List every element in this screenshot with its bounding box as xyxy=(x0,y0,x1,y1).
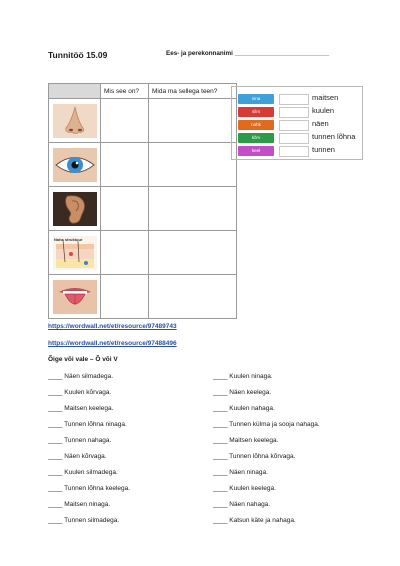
matching-exercise xyxy=(231,86,363,160)
matching-word: tunnen lõhna xyxy=(312,132,356,141)
statement-right-8[interactable]: ____ Kuulen keelega. xyxy=(213,485,276,492)
matching-row xyxy=(232,133,362,145)
statement-left-6[interactable]: ____ Näen kõrvaga. xyxy=(48,453,107,460)
statement-left-5[interactable]: ____ Tunnen nahaga. xyxy=(48,437,112,444)
matching-word: kuulen xyxy=(312,106,335,115)
answer-cell-what[interactable] xyxy=(101,187,149,231)
statement-right-9[interactable]: ____ Näen nahaga. xyxy=(213,501,271,508)
statement-right-5[interactable]: ____ Maitsen keelega. xyxy=(213,437,279,444)
statement-left-7[interactable]: ____ Kuulen silmadega. xyxy=(48,469,118,476)
matching-word: tunnen xyxy=(312,145,335,154)
matching-row xyxy=(232,120,362,132)
wordwall-link-1[interactable]: https://wordwall.net/et/resource/97489743 xyxy=(48,323,177,330)
answer-cell-do[interactable] xyxy=(149,275,237,319)
statement-left-3[interactable]: ____ Maitsen keelega. xyxy=(48,405,114,412)
table-row xyxy=(49,143,237,187)
statement-left-9[interactable]: ____ Maitsen ninaga. xyxy=(48,501,111,508)
korv-chip[interactable]: kõrv xyxy=(238,133,274,143)
table-row xyxy=(49,99,237,143)
tongue-icon xyxy=(53,280,97,314)
table-header-what: Mis see on? xyxy=(101,84,149,99)
statement-right-3[interactable]: ____ Kuulen nahaga. xyxy=(213,405,275,412)
matching-word: maitsen xyxy=(312,93,339,102)
answer-slot[interactable] xyxy=(279,107,309,118)
eye-icon xyxy=(53,148,97,182)
answer-cell-do[interactable] xyxy=(149,231,237,275)
nose-icon xyxy=(53,104,97,138)
statement-left-2[interactable]: ____ Kuulen kõrvaga. xyxy=(48,389,112,396)
table-cell-image xyxy=(49,99,101,143)
answer-cell-do[interactable] xyxy=(149,99,237,143)
table-header-image xyxy=(49,84,101,99)
table-cell-image xyxy=(49,275,101,319)
body-parts-table xyxy=(48,83,237,319)
wordwall-link-2[interactable]: https://wordwall.net/et/resource/97488496 xyxy=(48,340,177,347)
matching-word: näen xyxy=(312,119,329,128)
answer-cell-what[interactable] xyxy=(101,143,149,187)
statement-left-4[interactable]: ____ Tunnen lõhna ninaga. xyxy=(48,421,127,428)
answer-cell-do[interactable] xyxy=(149,143,237,187)
table-row xyxy=(49,187,237,231)
name-field[interactable]: Ees- ja perekonnanimi ___________________________ xyxy=(166,50,330,57)
answer-cell-what[interactable] xyxy=(101,275,149,319)
table-cell-image xyxy=(49,187,101,231)
answer-cell-do[interactable] xyxy=(149,187,237,231)
statement-right-10[interactable]: ____ Katsun käte ja nahaga. xyxy=(213,517,296,524)
answer-slot[interactable] xyxy=(279,133,309,144)
statement-left-8[interactable]: ____ Tunnen lõhna keelega. xyxy=(48,485,131,492)
statement-right-7[interactable]: ____ Näen ninaga. xyxy=(213,469,268,476)
answer-cell-what[interactable] xyxy=(101,99,149,143)
matching-row xyxy=(232,94,362,106)
statement-right-2[interactable]: ____ Näen keelega. xyxy=(213,389,272,396)
table-cell-image xyxy=(49,143,101,187)
statement-left-10[interactable]: ____ Tunnen silmadega. xyxy=(48,517,120,524)
exercise-heading: Õige või vale – Õ või V xyxy=(48,356,118,363)
table-header-do: Mida ma sellega teen? xyxy=(149,84,237,99)
skin-diagram-caption: Naha struktuur xyxy=(53,236,82,242)
table-header-row xyxy=(49,84,237,99)
nina-chip[interactable]: nina xyxy=(238,94,274,104)
answer-slot[interactable] xyxy=(279,120,309,131)
nahk-chip[interactable]: nahk xyxy=(238,120,274,130)
table-row xyxy=(49,231,237,275)
table-cell-image xyxy=(49,231,101,275)
matching-row xyxy=(232,107,362,119)
answer-slot[interactable] xyxy=(279,146,309,157)
ear-icon xyxy=(53,192,97,226)
statement-left-1[interactable]: ____ Näen silmadega. xyxy=(48,373,114,380)
answer-slot[interactable] xyxy=(279,94,309,105)
statement-right-4[interactable]: ____ Tunnen külma ja sooja nahaga. xyxy=(213,421,320,428)
worksheet-title: Tunnitöö 15.09 xyxy=(48,50,108,60)
table-row xyxy=(49,275,237,319)
silm-chip[interactable]: silm xyxy=(238,107,274,117)
matching-row xyxy=(232,146,362,158)
statement-right-1[interactable]: ____ Kuulen ninaga. xyxy=(213,373,273,380)
skin-diagram-icon xyxy=(53,236,97,270)
keel-chip[interactable]: keel xyxy=(238,146,274,156)
answer-cell-what[interactable] xyxy=(101,231,149,275)
statement-right-6[interactable]: ____ Tunnen lõhna kõrvaga. xyxy=(213,453,296,460)
